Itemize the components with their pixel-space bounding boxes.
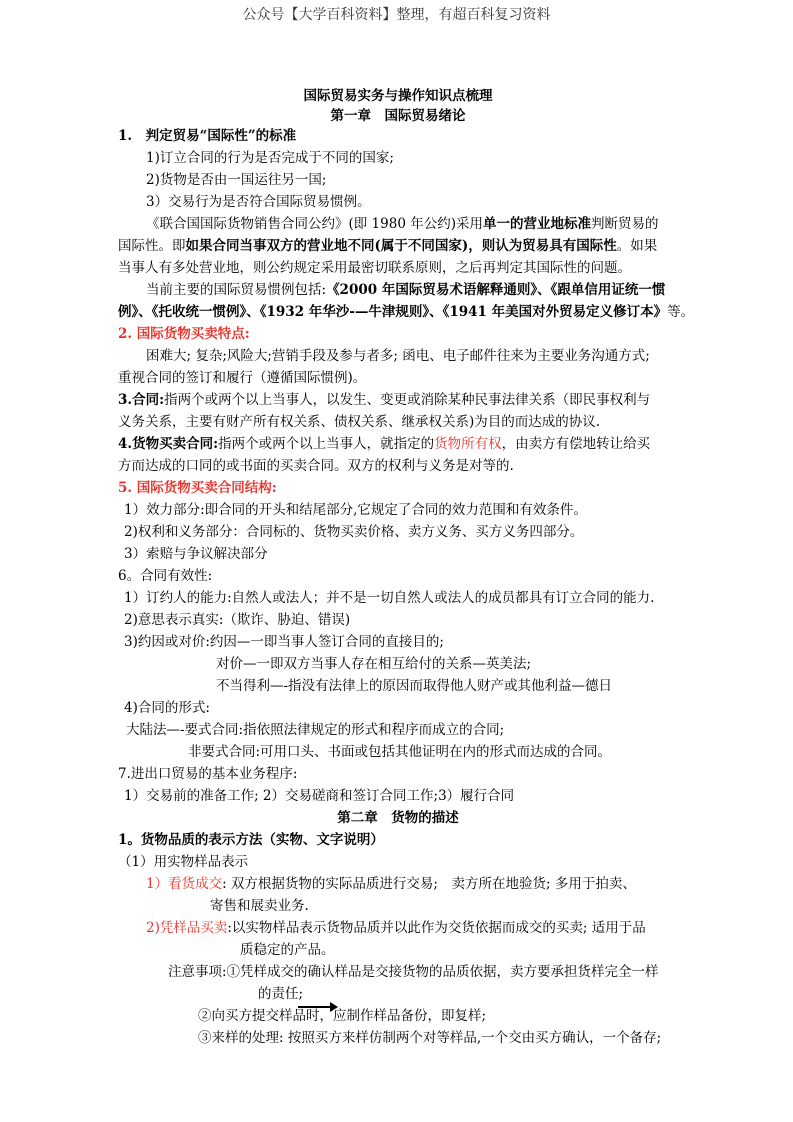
- section4-label: 4.货物买卖合同:: [118, 436, 219, 452]
- para1-text-b: 单一的营业地标准: [482, 216, 591, 232]
- para2-text-b: 《2000 年国际贸易术语解释通则》、《跟单信用证统一惯: [326, 282, 666, 298]
- section6-line7: 大陆法—-要式合同:指依照法律规定的形式和程序而成立的合同;: [126, 722, 505, 738]
- document-title: 国际贸易实务与操作知识点梳理: [303, 88, 493, 104]
- para2-text-c: 例》、《托收统一惯例》、《1932 年华沙-—牛津规则》、《1941 年美国对外贸易定义修订本》: [118, 304, 668, 320]
- ch2-item2-text: :以实物样品表示货物品质并以此作为交货依据而成交的买卖; 适用于品: [227, 920, 646, 936]
- para1-text-f: 。如果: [616, 238, 658, 254]
- arrow-right-icon: [298, 1006, 332, 1008]
- para1-text-c: 判断贸易的: [590, 216, 659, 232]
- section6-line1: 1）订约人的能力:自然人或法人；并不是一切自然人或法人的成员都具有订立合同的能力.: [124, 590, 655, 606]
- section1-line1: 1)订立合同的行为是否完成于不同的国家;: [146, 150, 394, 166]
- section4-line2: 方而达成的口同的或书面的买卖合同。双方的权利与义务是对等的.: [118, 458, 514, 474]
- chapter1-title: 第一章 国际贸易绪论: [330, 108, 466, 124]
- para2-text-d: 等。: [667, 304, 695, 320]
- ch2-item1-label: 1）看货成交: [146, 876, 223, 892]
- section7-title: 7.进出口贸易的基本业务程序:: [118, 766, 298, 782]
- para1-line2: [118, 236, 657, 256]
- section3-text: 指两个或两个以上当事人，以发生、变更或消除某种民事法律关系（即民事权利与: [164, 392, 651, 408]
- section6-line3: 3)约因或对价:约因—一即当事人签订合同的直接目的;: [124, 634, 444, 650]
- ch2-item2-label: 2)凭样品买卖: [146, 920, 228, 936]
- section4-text-b: 指两个或两个以上当事人，就指定的: [218, 436, 435, 452]
- section1-title: 1. 判定贸易“国际性”的标准: [118, 128, 297, 144]
- para1-text-d: 国际性。即: [118, 238, 186, 254]
- section6-line5: 不当得利—-指没有法律上的原因而取得他人财产或其他利益—德日: [216, 678, 613, 694]
- para2-text-a: 当前主要的国际贸易惯例包括:: [146, 282, 327, 298]
- section6-line6: 4)合同的形式:: [124, 700, 210, 716]
- section2-line1: 困难大; 复杂;风险大;营销手段及参与者多; 函电、电子邮件往来为主要业务沟通方式;: [146, 348, 650, 364]
- ch2-note-line1: 注意事项:①凭样成交的确认样品是交接货物的品质依据，卖方要承担货样完全一样: [168, 964, 659, 980]
- ch2-note-line2: 的责任;: [258, 986, 304, 1002]
- section4-text-d: ，由卖方有偿地转让给买: [501, 436, 651, 452]
- ch2-item2-line2: 质稳定的产品。: [240, 942, 335, 958]
- section2-line2: 重视合同的签订和履行（遵循国际惯例)。: [118, 370, 367, 386]
- para2-line1: [146, 280, 665, 300]
- section5-line1: 1）效力部分:即合同的开头和结尾部分,它规定了合同的效力范围和有效条件。: [124, 502, 587, 518]
- section5-title: 5. 国际货物买卖合同结构:: [118, 480, 277, 496]
- section1-line3: 3）交易行为是否符合国际贸易惯例。: [146, 194, 371, 210]
- ch2-item1-line2: 寄售和展卖业务.: [210, 898, 309, 914]
- ch2-note-line4: ③来样的处理: 按照买方来样仿制两个对等样品,一个交由买方确认，一个备存;: [198, 1030, 662, 1046]
- section4-line1: [118, 434, 650, 454]
- page-header: 公众号【大学百科资料】整理，有超百科复习资料: [242, 7, 551, 23]
- section5-line3: 3）索赔与争议解决部分: [124, 546, 268, 562]
- section4-highlight: 货物所有权: [434, 436, 502, 452]
- ch2-item1-text: : 双方根据货物的实际品质进行交易; 卖方所在地验货; 多用于拍卖、: [222, 876, 636, 892]
- section7-line1: 1）交易前的准备工作; 2）交易磋商和签订合同工作;3）履行合同: [124, 788, 515, 804]
- section5-line2: 2)权利和义务部分：合同标的、货物买卖价格、卖方义务、买方义务四部分。: [124, 524, 584, 540]
- ch2-item2-line1: [146, 918, 646, 938]
- section1-line2: 2)货物是否由一国运往另一国;: [146, 172, 327, 188]
- section6-title: 6。合同有效性:: [118, 568, 213, 584]
- section3-label: 3.合同:: [118, 392, 165, 408]
- chapter2-title: 第二章 货物的描述: [337, 810, 459, 826]
- para1-line1: [146, 214, 658, 234]
- section3-line1: [118, 390, 650, 410]
- section6-line4: 对价—一即双方当事人存在相互给付的关系—英美法;: [216, 656, 532, 672]
- section6-line2: 2)意思表示真实:（欺诈、胁迫、错误): [124, 612, 351, 628]
- para1-text-a: 《联合国国际货物销售合同公约》(即 1980 年公约)采用: [146, 216, 483, 232]
- ch2-note-line3: ②向买方提交样品时，应制作样品备份，即复样;: [198, 1008, 487, 1024]
- section2-title: 2. 国际货物买卖特点:: [118, 326, 250, 342]
- para1-text-e: 如果合同当事双方的营业地不同(属于不同国家)，则认为贸易具有国际性: [185, 238, 617, 254]
- ch2-section1-title: 1。货物品质的表示方法（实物、文字说明）: [118, 832, 384, 848]
- para2-line2: [118, 302, 694, 322]
- para1-line3: 当事人有多处营业地，则公约规定采用最密切联系原则，之后再判定其国际性的问题。: [118, 260, 631, 276]
- section6-line8: 非要式合同:可用口头、书面或包括其他证明在内的形式而达成的合同。: [188, 744, 612, 760]
- ch2-item1-line1: [146, 874, 636, 894]
- ch2-subsection1: （1）用实物样品表示: [118, 854, 249, 870]
- section3-line2: 义务关系，主要有财产所有权关系、债权关系、继承权关系)为目的而达成的协议.: [118, 414, 601, 430]
